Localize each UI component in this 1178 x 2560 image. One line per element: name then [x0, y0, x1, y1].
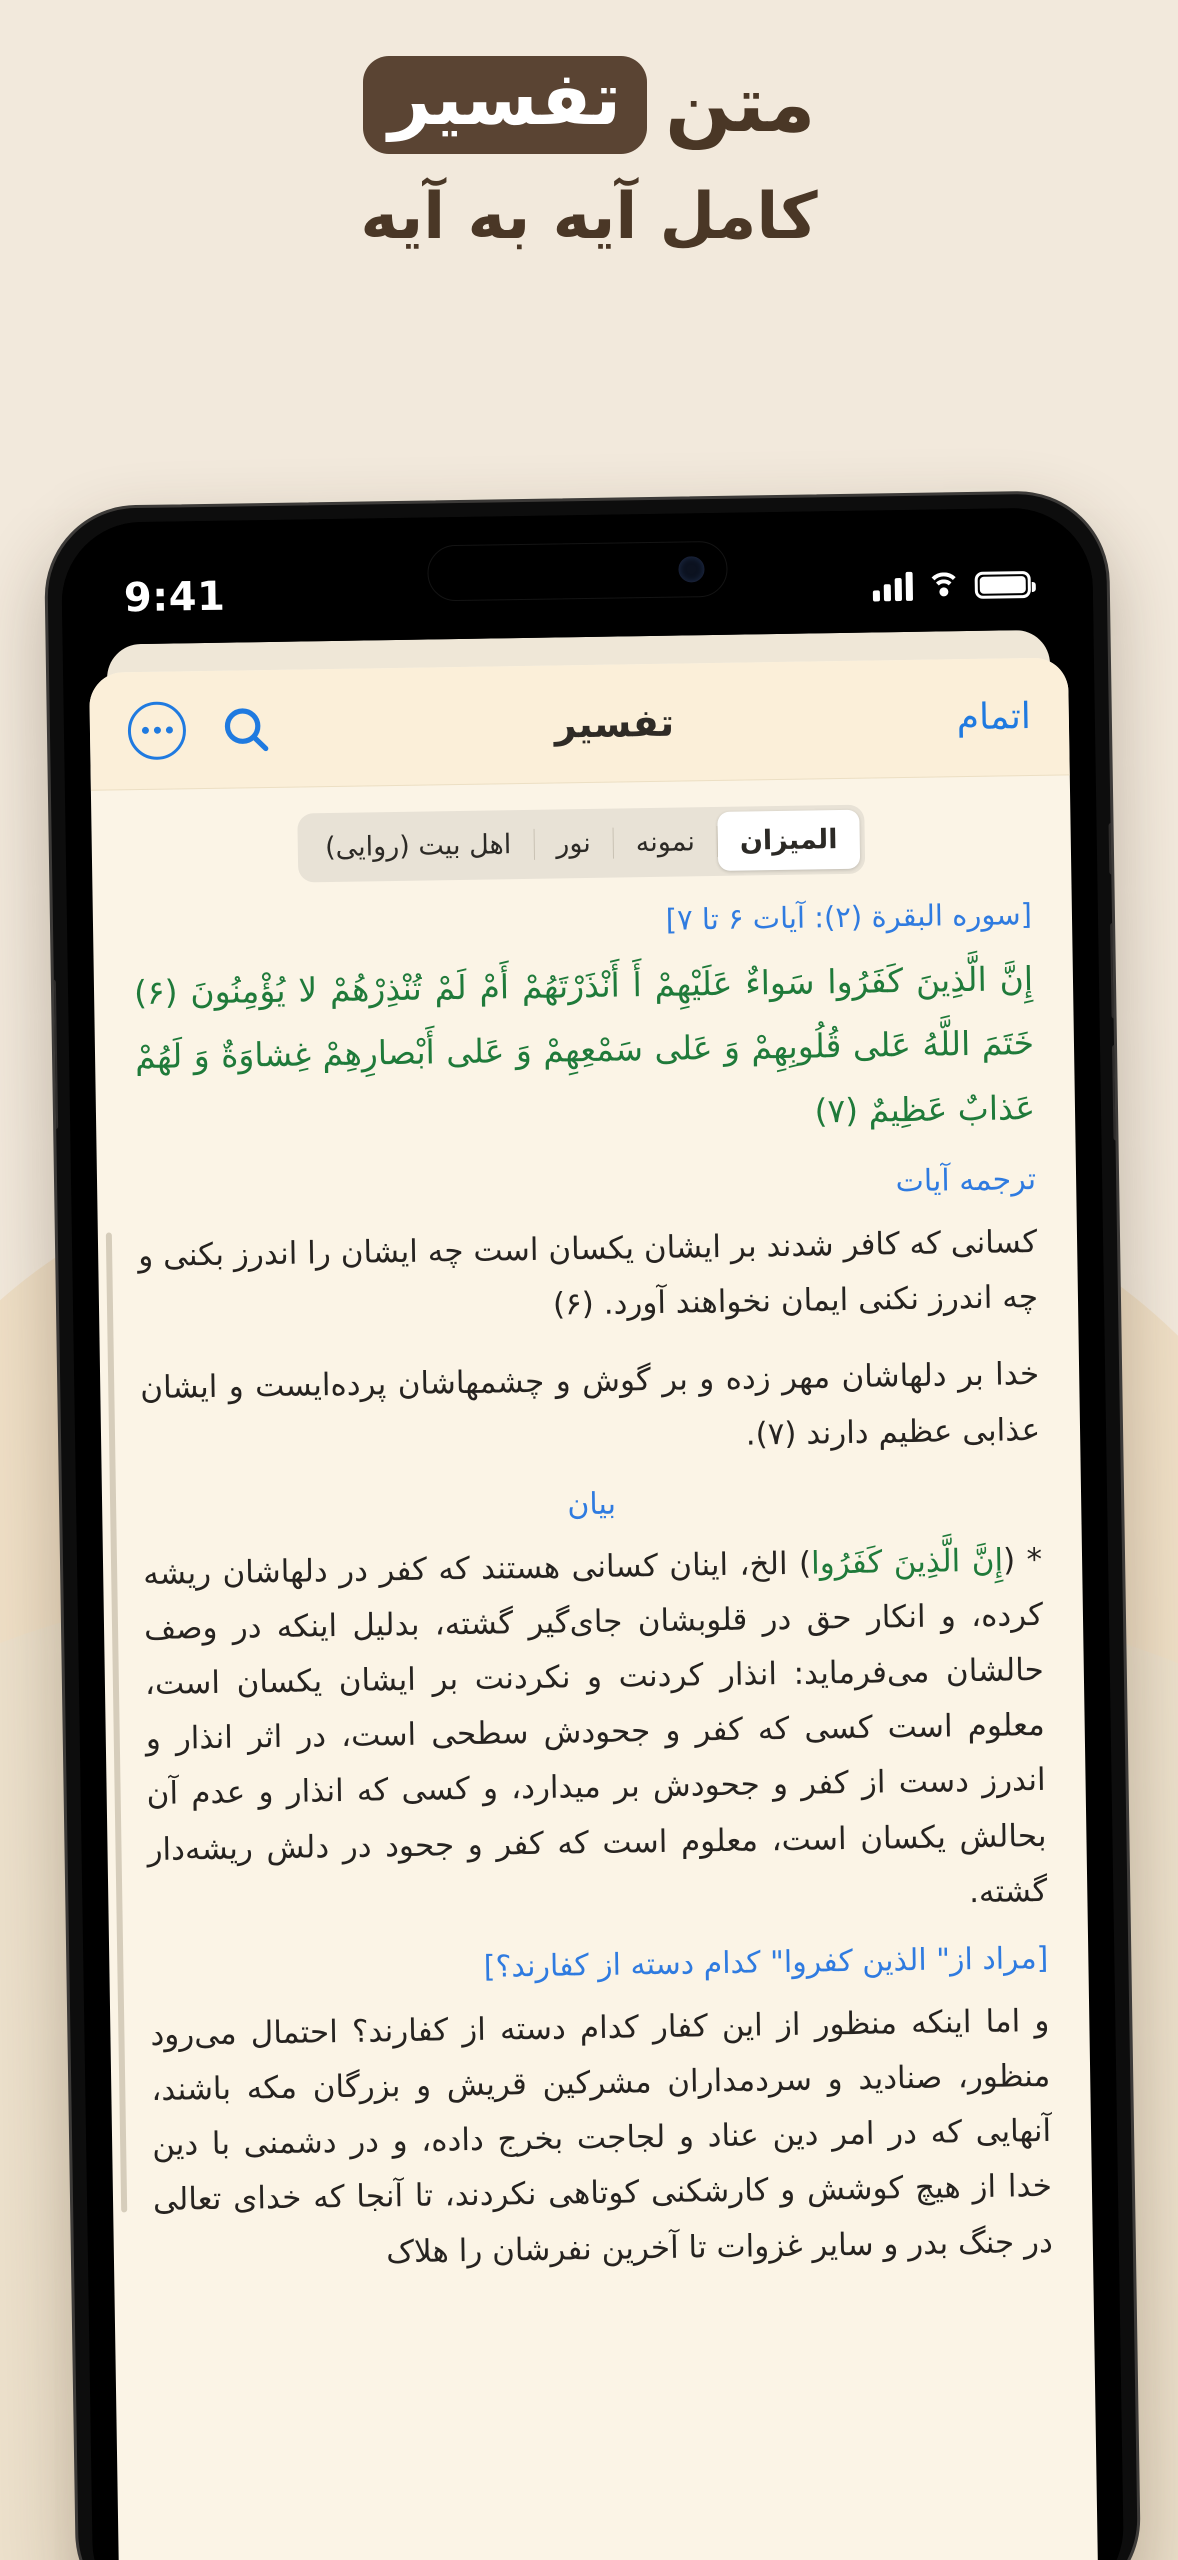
translation-paragraph-1: کسانی که کافر شدند بر ایشان یکسان است چه ایشان را اندرز بکنی و چه اندرز نکنی ایمان نخواهند آورد. (۶): [137, 1224, 1039, 1323]
bayan-body: ) الخ، اینان کسانی هستند که کفر در دلهاشان ریشه کرده، و انکار حق در قلوبشان جای‌گیر گشته، بدلیل اینکه در وصف حالشان می‌فرماید: انذار کردنت و نکردنت بر ایشان یکسان است، معلوم است کسی که کفر و جحودش سطحی است، در اثر انذار و اندرز دست از کفر و جحودش بر میدارد، و کسی که انذار و عدم آن بحالش یکسان است، معلوم است که کفر و جحود در دلش ریشه‌دار گشته.: [142, 1545, 1048, 1910]
segment-item-noor[interactable]: نور: [556, 827, 592, 860]
nav-right-group: [127, 699, 272, 759]
tafsir-source-segmented-control[interactable]: [298, 805, 865, 883]
done-button[interactable]: اتمام: [956, 696, 1032, 739]
segment-item-mizan[interactable]: المیزان: [717, 810, 860, 871]
arabic-verses: إِنَّ الَّذِینَ کَفَرُوا سَواءٌ عَلَیْهِمْ أَ أَنْذَرْتَهُمْ أَمْ لَمْ تُنْذِرْهُمْ لا یُؤْمِنُونَ (۶) خَتَمَ اللَّهُ عَلی‌ قُلُوبِهِمْ وَ عَلی‌ سَمْعِهِمْ وَ عَلی‌ أَبْصارِهِمْ غِشاوَةٌ وَ لَهُمْ عَذابٌ عَظِیمٌ (۷): [133, 959, 1036, 1131]
bayan-inline-arabic: إِنَّ الَّذِینَ کَفَرُوا: [810, 1542, 1004, 1582]
search-icon[interactable]: [220, 702, 273, 755]
phone-screen: [61, 507, 1125, 2560]
promo-headline: [0, 56, 1178, 254]
bayan-prefix: * (: [1002, 1541, 1043, 1579]
verse-reference-link[interactable]: [سوره البقرة (۲): آیات ۶ تا ۷]: [665, 897, 1033, 937]
status-indicators: [873, 569, 1031, 601]
cellular-signal-icon: [873, 571, 913, 602]
promo-headline-line1: [0, 56, 1178, 154]
more-circle-icon[interactable]: [127, 701, 186, 760]
section-heading-question: [مراد از" الذین کفروا" کدام دسته از کفارند؟]: [483, 1940, 1049, 1985]
nav-left-group: [956, 696, 1031, 738]
promo-chip-tafsir: تفسیر: [363, 56, 648, 154]
promo-headline-line2: کامل آیه به آیه: [360, 180, 818, 254]
translation-paragraph-2: خدا بر دلهاشان مهر زده و بر گوش و چشمهاشان پرده‌ایست و ایشان عذابی عظیم دارند (۷).: [139, 1356, 1041, 1453]
segment-item-nemooneh[interactable]: نمونه: [635, 826, 696, 859]
front-camera-icon: [678, 556, 704, 582]
page-title: تفسیر: [554, 700, 675, 746]
segment-item-ahlulbayt[interactable]: اهل بیت (روایی): [324, 829, 512, 864]
status-bar: [61, 507, 1094, 645]
tafsir-content: [93, 888, 1094, 2284]
phone-mockup: [43, 490, 1141, 2560]
tafsir-modal-sheet: [89, 657, 1099, 2560]
bayan-paragraph-1: [143, 1533, 1048, 1933]
status-time: 9:41: [123, 573, 226, 622]
dynamic-island: [427, 541, 728, 602]
section-heading-translation: ترجمه آیات: [895, 1162, 1037, 1200]
battery-icon: [975, 570, 1031, 598]
bayan-paragraph-2: و اما اینکه منظور از این کفار کدام دسته از کفارند؟ احتمال می‌رود منظور، صنادید و سردمداران مشرکین قریش و بزرگان مکه باشند، آنهایی که در امر دین عناد و لجاجت بخرج داده، و در دشمنی با دین خدا از هیچ کوشش و کارشکنی کوتاهی نکردند، تا آنجا که خدای تعالی در جنگ بدر و سایر غزوات تا آخرین نفرشان را هلاک: [150, 2002, 1054, 2270]
section-heading-bayan: بیان: [567, 1486, 617, 1523]
promo-word-matn: متن: [665, 60, 816, 150]
navigation-bar: [89, 657, 1070, 790]
wifi-icon: [927, 572, 961, 599]
tafsir-source-segment-wrap: [91, 775, 1072, 903]
